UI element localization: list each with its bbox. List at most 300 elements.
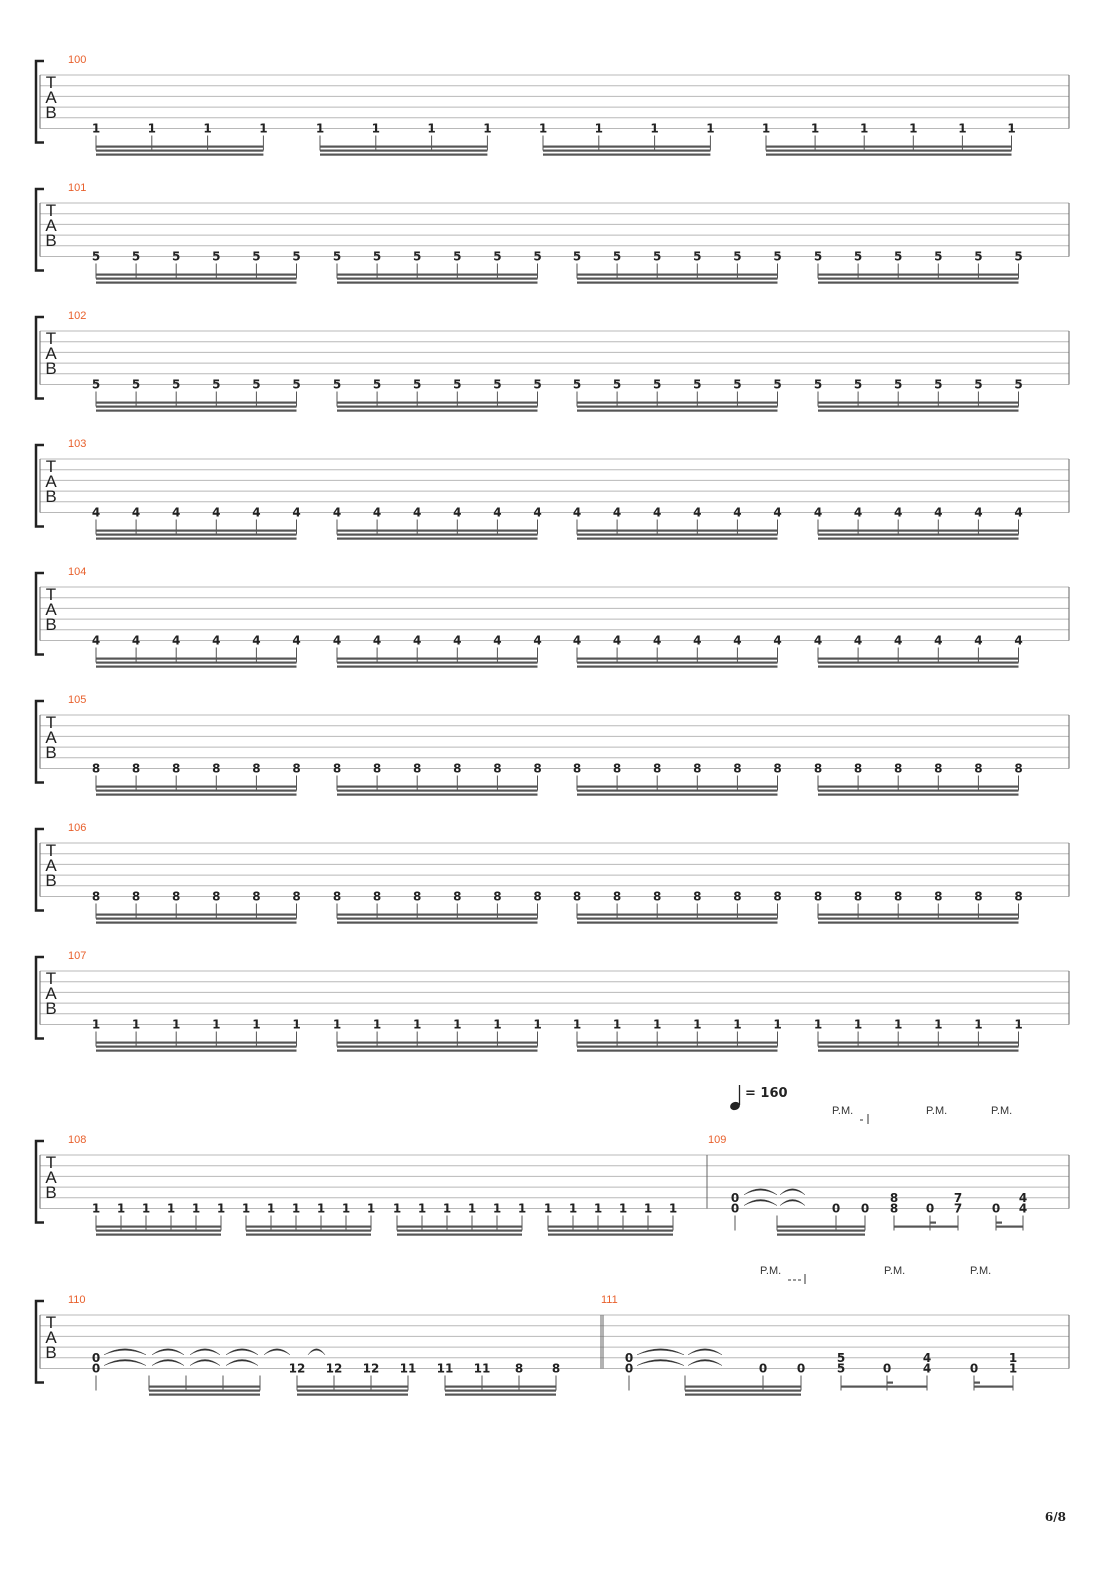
beam — [246, 1234, 371, 1236]
beam — [818, 1042, 1019, 1044]
beam — [397, 1234, 522, 1236]
fret-number: 1 — [292, 1017, 301, 1032]
fret-number: 8 — [292, 889, 301, 904]
fret-number: 1 — [316, 1201, 326, 1216]
fret-number: 1 — [427, 121, 436, 136]
beam — [337, 402, 538, 404]
fret-number: 0 — [991, 1201, 1001, 1216]
fret-number: 5 — [533, 249, 542, 264]
fret-number: 1 — [810, 121, 820, 136]
fret-number: 5 — [1014, 249, 1023, 264]
beam — [818, 794, 1019, 796]
fret-number: 8 — [934, 761, 943, 776]
beam — [818, 274, 1019, 276]
beam — [320, 154, 487, 156]
sys8-clef-letter: B — [45, 1183, 57, 1202]
beam — [96, 1046, 297, 1048]
beam — [445, 1394, 556, 1396]
fret-number: 5 — [653, 377, 662, 392]
fret-number: 8 — [853, 889, 863, 904]
fret-number: 4 — [572, 505, 582, 520]
fret-number: 8 — [853, 761, 863, 776]
fret-number: 8 — [91, 889, 101, 904]
beam — [96, 1230, 221, 1232]
fret-number: 5 — [172, 249, 181, 264]
fret-number: 1 — [212, 1017, 221, 1032]
tie-arc — [104, 1349, 146, 1355]
fret-number: 5 — [773, 377, 782, 392]
fret-number: 8 — [733, 761, 742, 776]
fret-number: 8 — [212, 761, 221, 776]
beam — [543, 146, 710, 148]
fret-number: 8 — [372, 761, 382, 776]
sys2-clef-letter: T — [45, 329, 57, 348]
tie-arc — [637, 1349, 684, 1355]
fret-number: 5 — [934, 249, 943, 264]
beam — [149, 1386, 260, 1388]
beam — [818, 658, 1019, 660]
fret-number: 1 — [853, 1017, 863, 1032]
fret-number: 1 — [653, 1017, 662, 1032]
beam — [577, 534, 778, 536]
fret-number: 4 — [493, 505, 502, 520]
fret-number: 5 — [773, 249, 782, 264]
chord-fret: 0 — [730, 1201, 740, 1216]
fret-number: 0 — [925, 1201, 935, 1216]
beam — [96, 410, 297, 412]
chord-fret: 8 — [889, 1201, 899, 1216]
sys6-clef-letter: T — [45, 841, 57, 860]
beam — [818, 410, 1019, 412]
fret-number: 1 — [372, 1017, 382, 1032]
beam — [96, 154, 263, 156]
fret-number: 1 — [166, 1201, 176, 1216]
chord-fret: 1 — [1008, 1350, 1018, 1365]
beam — [337, 410, 538, 412]
fret-number: 4 — [894, 633, 903, 648]
sys1-clef-letter: T — [45, 201, 57, 220]
fret-number: 1 — [668, 1201, 678, 1216]
page-number: 6/8 — [1044, 1510, 1066, 1524]
fret-number: 1 — [141, 1201, 151, 1216]
beam — [577, 662, 778, 664]
fret-number: 5 — [332, 249, 342, 264]
palm-mute-label: P.M. — [760, 1265, 782, 1277]
beam — [577, 794, 778, 796]
beam — [577, 274, 778, 276]
fret-number: 1 — [91, 1201, 101, 1216]
fret-number: 1 — [493, 1017, 502, 1032]
beam — [96, 658, 297, 660]
fret-number: 8 — [551, 1361, 561, 1376]
beam — [818, 530, 1019, 532]
fret-number: 5 — [693, 249, 702, 264]
beam — [337, 406, 538, 408]
fret-number: 5 — [533, 377, 542, 392]
fret-number: 1 — [543, 1201, 553, 1216]
fret-number: 1 — [203, 121, 212, 136]
fret-number: 4 — [91, 505, 101, 520]
fret-number: 4 — [252, 505, 261, 520]
fret-number: 0 — [860, 1201, 870, 1216]
fret-number: 8 — [533, 889, 542, 904]
beam — [337, 274, 538, 276]
beam — [337, 1050, 538, 1052]
sys8-clef-letter: A — [45, 1168, 57, 1187]
fret-number: 5 — [853, 249, 863, 264]
fret-number: 0 — [796, 1361, 806, 1376]
sys4-clef-letter: T — [45, 585, 57, 604]
beam — [445, 1390, 556, 1392]
fret-number: 4 — [894, 505, 903, 520]
beam — [337, 662, 538, 664]
fret-number: 8 — [514, 1361, 524, 1376]
fret-number: 8 — [894, 889, 903, 904]
chord-fret: 4 — [1018, 1201, 1028, 1216]
fret-number: 8 — [653, 761, 662, 776]
fret-number: 4 — [653, 633, 662, 648]
tie-arc — [744, 1189, 777, 1195]
fret-number: 1 — [371, 121, 380, 136]
fret-number: 4 — [252, 633, 261, 648]
fret-number: 1 — [453, 1017, 462, 1032]
fret-number: 4 — [292, 505, 301, 520]
beam — [577, 658, 778, 660]
fret-number: 1 — [216, 1201, 226, 1216]
fret-number: 8 — [493, 761, 502, 776]
fret-number: 8 — [292, 761, 301, 776]
fret-number: 1 — [568, 1201, 578, 1216]
beam — [397, 1226, 522, 1228]
fret-number: 4 — [533, 633, 542, 648]
fret-number: 1 — [643, 1201, 653, 1216]
fret-number: 4 — [974, 505, 983, 520]
fret-number: 4 — [612, 505, 622, 520]
fret-number: 4 — [693, 505, 702, 520]
fret-number: 1 — [572, 1017, 582, 1032]
fret-number: 8 — [372, 889, 382, 904]
fret-number: 8 — [172, 889, 181, 904]
beam — [577, 922, 778, 924]
palm-mute-label: P.M. — [832, 1105, 854, 1117]
fret-number: 4 — [853, 633, 863, 648]
fret-number: 8 — [693, 761, 702, 776]
fret-number: 5 — [974, 249, 983, 264]
fret-number: 4 — [332, 505, 342, 520]
beam — [577, 918, 778, 920]
fret-number: 11 — [399, 1361, 417, 1376]
fret-number: 8 — [693, 889, 702, 904]
fret-number: 1 — [909, 121, 918, 136]
fret-number: 1 — [341, 1201, 351, 1216]
fret-number: 5 — [894, 377, 903, 392]
fret-number: 8 — [773, 761, 782, 776]
fret-number: 1 — [332, 1017, 342, 1032]
measure-number: 102 — [68, 310, 87, 322]
fret-number: 5 — [453, 249, 462, 264]
beam — [996, 1226, 1023, 1228]
fret-number: 4 — [773, 633, 782, 648]
fret-number: 1 — [706, 121, 715, 136]
beam — [149, 1394, 260, 1396]
sys0-clef-letter: B — [45, 103, 57, 122]
beam — [577, 402, 778, 404]
beam — [841, 1386, 927, 1388]
beam — [974, 1386, 1013, 1388]
beam — [96, 538, 297, 540]
chord-fret: 5 — [836, 1350, 846, 1365]
beam — [337, 794, 538, 796]
fret-number: 5 — [572, 249, 582, 264]
chord-fret: 1 — [1008, 1361, 1018, 1376]
sys4-clef-letter: A — [45, 600, 57, 619]
fret-number: 4 — [974, 633, 983, 648]
beam — [818, 538, 1019, 540]
beam-stub — [974, 1382, 980, 1384]
fret-number: 12 — [362, 1361, 380, 1376]
beam — [246, 1226, 371, 1228]
chord-fret: 0 — [624, 1350, 634, 1365]
beam — [96, 918, 297, 920]
beam — [320, 146, 487, 148]
tie-arc — [744, 1200, 777, 1206]
sys0-clef-letter: A — [45, 88, 57, 107]
measure-number: 104 — [68, 566, 87, 578]
fret-number: 4 — [813, 505, 823, 520]
fret-number: 1 — [172, 1017, 181, 1032]
sys8-clef-letter: T — [45, 1153, 57, 1172]
fret-number: 5 — [1014, 377, 1023, 392]
fret-number: 5 — [612, 377, 622, 392]
fret-number: 5 — [172, 377, 181, 392]
tie-arc — [688, 1360, 722, 1366]
fret-number: 5 — [894, 249, 903, 264]
fret-number: 8 — [131, 889, 141, 904]
sys6-clef-letter: A — [45, 856, 57, 875]
sys5-clef-letter: B — [45, 743, 57, 762]
tie-arc — [688, 1349, 722, 1355]
beam — [685, 1394, 801, 1396]
tie-arc — [264, 1349, 290, 1355]
beam — [548, 1234, 673, 1236]
beam — [577, 914, 778, 916]
fret-number: 1 — [116, 1201, 126, 1216]
fret-number: 11 — [436, 1361, 454, 1376]
fret-number: 1 — [958, 121, 967, 136]
beam — [577, 282, 778, 284]
fret-number: 8 — [612, 889, 622, 904]
fret-number: 4 — [413, 505, 422, 520]
sys9-clef-letter: T — [45, 1313, 57, 1332]
fret-number: 5 — [493, 249, 502, 264]
fret-number: 1 — [91, 1017, 101, 1032]
beam — [685, 1390, 801, 1392]
beam — [96, 1042, 297, 1044]
fret-number: 8 — [332, 761, 342, 776]
tie-arc — [226, 1349, 258, 1355]
fret-number: 1 — [618, 1201, 628, 1216]
fret-number: 1 — [191, 1201, 201, 1216]
beam — [818, 1046, 1019, 1048]
measure-number: 107 — [68, 950, 87, 962]
sys3-clef-letter: T — [45, 457, 57, 476]
fret-number: 8 — [413, 889, 422, 904]
fret-number: 1 — [538, 121, 548, 136]
beam — [818, 666, 1019, 668]
fret-number: 4 — [733, 633, 742, 648]
fret-number: 1 — [492, 1201, 502, 1216]
tie-arc — [152, 1360, 184, 1366]
beam — [548, 1230, 673, 1232]
fret-number: 4 — [292, 633, 301, 648]
fret-number: 8 — [653, 889, 662, 904]
fret-number: 5 — [813, 377, 823, 392]
beam — [766, 154, 1012, 156]
beam — [777, 1230, 865, 1232]
beam-stub — [930, 1222, 936, 1224]
fret-number: 1 — [315, 121, 325, 136]
beam — [96, 794, 297, 796]
fret-number: 5 — [733, 249, 742, 264]
fret-number: 8 — [934, 889, 943, 904]
fret-number: 5 — [813, 249, 823, 264]
fret-number: 0 — [758, 1361, 768, 1376]
fret-number: 8 — [533, 761, 542, 776]
chord-fret: 4 — [922, 1350, 932, 1365]
fret-number: 8 — [332, 889, 342, 904]
tie-arc — [104, 1360, 146, 1366]
fret-number: 8 — [974, 889, 983, 904]
fret-number: 4 — [612, 633, 622, 648]
fret-number: 5 — [131, 377, 141, 392]
fret-number: 1 — [241, 1201, 251, 1216]
fret-number: 5 — [653, 249, 662, 264]
beam — [543, 150, 710, 152]
tie-arc — [780, 1200, 805, 1206]
beam — [337, 918, 538, 920]
beam-stub — [996, 1222, 1002, 1224]
tie-arc — [780, 1189, 805, 1195]
measure-number: 100 — [68, 54, 87, 66]
beam — [818, 786, 1019, 788]
beam — [577, 530, 778, 532]
sys5-clef-letter: A — [45, 728, 57, 747]
fret-number: 5 — [91, 377, 101, 392]
fret-number: 8 — [813, 761, 823, 776]
beam — [818, 406, 1019, 408]
fret-number: 5 — [974, 377, 983, 392]
beam — [297, 1394, 408, 1396]
fret-number: 4 — [572, 633, 582, 648]
beam — [577, 1050, 778, 1052]
beam — [96, 666, 297, 668]
fret-number: 1 — [593, 1201, 603, 1216]
fret-number: 8 — [172, 761, 181, 776]
fret-number: 1 — [442, 1201, 452, 1216]
fret-number: 1 — [860, 121, 869, 136]
beam — [818, 922, 1019, 924]
fret-number: 4 — [372, 633, 382, 648]
fret-number: 1 — [252, 1017, 261, 1032]
sys1-clef-letter: A — [45, 216, 57, 235]
measure-number: 106 — [68, 822, 87, 834]
fret-number: 5 — [853, 377, 863, 392]
sys7-clef-letter: A — [45, 984, 57, 1003]
fret-number: 4 — [693, 633, 702, 648]
measure-number: 110 — [68, 1294, 86, 1306]
measure-number: 108 — [68, 1134, 87, 1146]
fret-number: 8 — [453, 761, 462, 776]
fret-number: 8 — [1014, 889, 1023, 904]
fret-number: 4 — [934, 505, 943, 520]
beam — [894, 1226, 958, 1228]
fret-number: 1 — [483, 121, 492, 136]
fret-number: 1 — [761, 121, 771, 136]
chord-fret: 0 — [624, 1361, 634, 1376]
fret-number: 5 — [733, 377, 742, 392]
beam — [96, 274, 297, 276]
fret-number: 5 — [372, 249, 382, 264]
fret-number: 8 — [572, 761, 582, 776]
sys7-clef-letter: T — [45, 969, 57, 988]
fret-number: 4 — [653, 505, 662, 520]
chord-fret: 8 — [889, 1190, 899, 1205]
fret-number: 5 — [332, 377, 342, 392]
fret-number: 1 — [974, 1017, 983, 1032]
chord-fret: 4 — [922, 1361, 932, 1376]
sys2-clef-letter: A — [45, 344, 57, 363]
beam — [818, 1050, 1019, 1052]
tie-arc — [226, 1360, 258, 1366]
sys7-clef-letter: B — [45, 999, 57, 1018]
chord-fret: 5 — [836, 1361, 846, 1376]
beam — [96, 790, 297, 792]
beam — [577, 666, 778, 668]
fret-number: 5 — [292, 249, 301, 264]
beam — [577, 538, 778, 540]
fret-number: 8 — [733, 889, 742, 904]
fret-number: 8 — [572, 889, 582, 904]
fret-number: 1 — [413, 1017, 422, 1032]
fret-number: 4 — [934, 633, 943, 648]
fret-number: 1 — [1007, 121, 1016, 136]
fret-number: 4 — [813, 633, 823, 648]
beam — [577, 1046, 778, 1048]
beam — [96, 402, 297, 404]
fret-number: 0 — [969, 1361, 979, 1376]
beam — [818, 278, 1019, 280]
fret-number: 8 — [252, 761, 261, 776]
fret-number: 1 — [467, 1201, 477, 1216]
beam — [96, 150, 263, 152]
fret-number: 1 — [612, 1017, 622, 1032]
beam — [96, 530, 297, 532]
fret-number: 5 — [252, 249, 261, 264]
beam — [548, 1226, 673, 1228]
beam — [337, 530, 538, 532]
fret-number: 4 — [1014, 633, 1023, 648]
fret-number: 5 — [612, 249, 622, 264]
fret-number: 1 — [594, 121, 603, 136]
fret-number: 4 — [91, 633, 101, 648]
measure-number: 103 — [68, 438, 87, 450]
fret-number: 12 — [325, 1361, 343, 1376]
fret-number: 4 — [212, 505, 221, 520]
fret-number: 4 — [172, 505, 181, 520]
beam — [96, 146, 263, 148]
fret-number: 0 — [831, 1201, 841, 1216]
fret-number: 4 — [372, 505, 382, 520]
